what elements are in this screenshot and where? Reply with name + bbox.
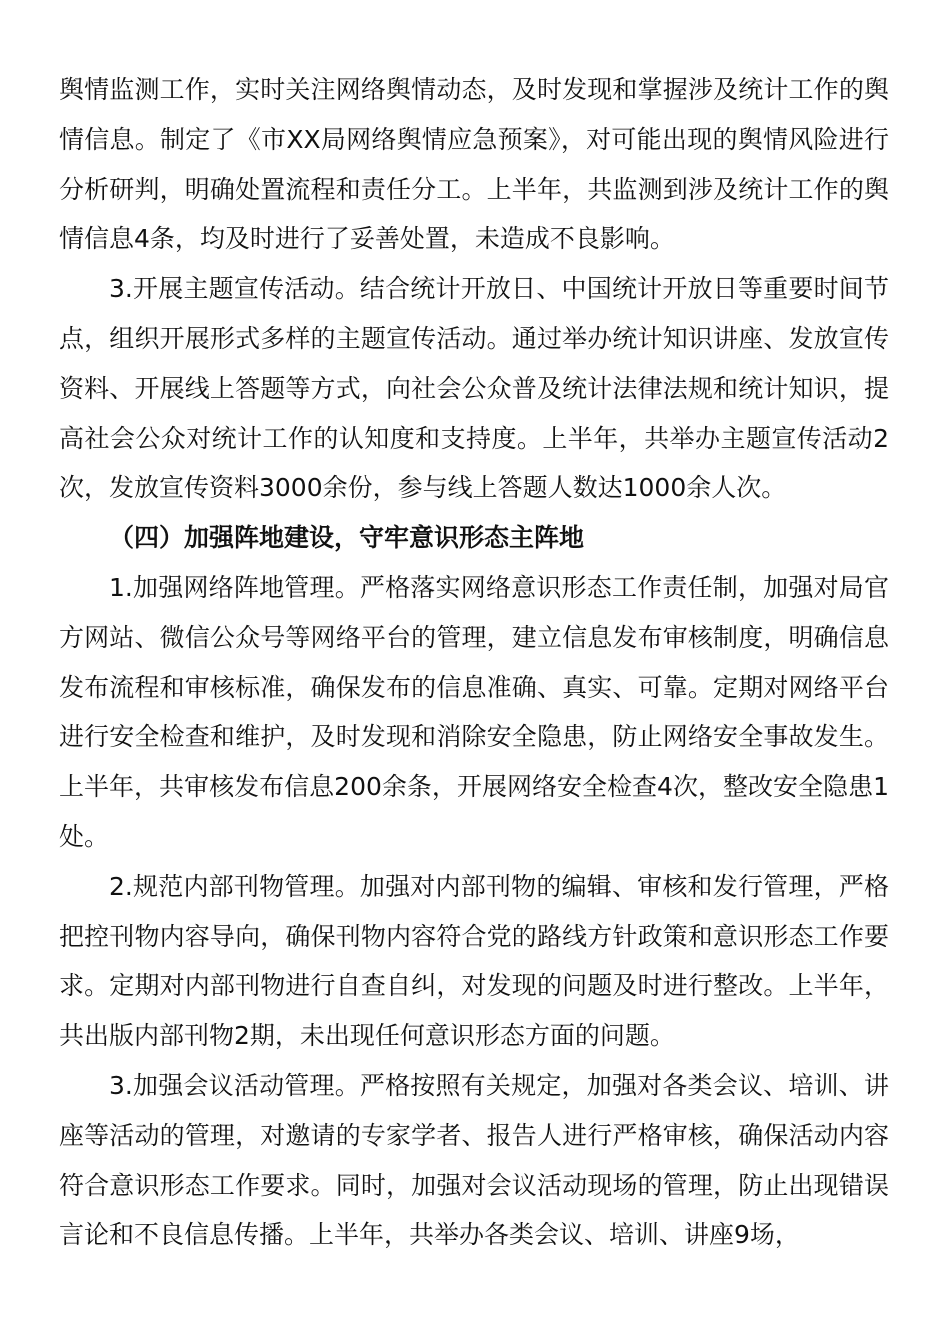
section-heading-four: （四）加强阵地建设，守牢意识形态主阵地 [109,523,585,553]
paragraph-meeting-management: 3.加强会议活动管理。严格按照有关规定，加强对各类会议、培训、讲座等活动的管理，对邀请的专家学者、报告人进行严格审核，确保活动内容符合意识形态工作要求。同时，加强对会议活动现场的管理，防止出现错误言论和不良信息传播。上半年，共举办各类会议、培训、讲座9场， [59,1070,889,1250]
paragraph-continued-opinion-monitoring: 舆情监测工作，实时关注网络舆情动态，及时发现和掌握涉及统计工作的舆情信息。制定了《市XX局网络舆情应急预案》，对可能出现的舆情风险进行分析研判，明确处置流程和责任分工。上半年，共监测到涉及统计工作的舆情信息4条，均及时进行了妥善处置，未造成不良影响。 [59,75,889,254]
document-body [59,65,889,1260]
paragraph-theme-publicity: 3.开展主题宣传活动。结合统计开放日、中国统计开放日等重要时间节点，组织开展形式多样的主题宣传活动。通过举办统计知识讲座、发放宣传资料、开展线上答题等方式，向社会公众普及统计法律法规和统计知识，提高社会公众对统计工作的认知度和支持度。上半年，共举办主题宣传活动2次，发放宣传资料3000余份，参与线上答题人数达1000余人次。 [59,274,889,503]
paragraph-internal-publications: 2.规范内部刊物管理。加强对内部刊物的编辑、审核和发行管理，严格把控刊物内容导向，确保刊物内容符合党的路线方针政策和意识形态工作要求。定期对内部刊物进行自查自纠，对发现的问题及时进行整改。上半年，共出版内部刊物2期，未出现任何意识形态方面的问题。 [59,871,889,1051]
paragraph-network-management: 1.加强网络阵地管理。严格落实网络意识形态工作责任制，加强对局官方网站、微信公众号等网络平台的管理，建立信息发布审核制度，明确信息发布流程和审核标准，确保发布的信息准确、真实、可靠。定期对网络平台进行安全检查和维护，及时发现和消除安全隐患，防止网络安全事故发生。上半年，共审核发布信息200余条，开展网络安全检查4次，整改安全隐患1处。 [59,572,889,851]
